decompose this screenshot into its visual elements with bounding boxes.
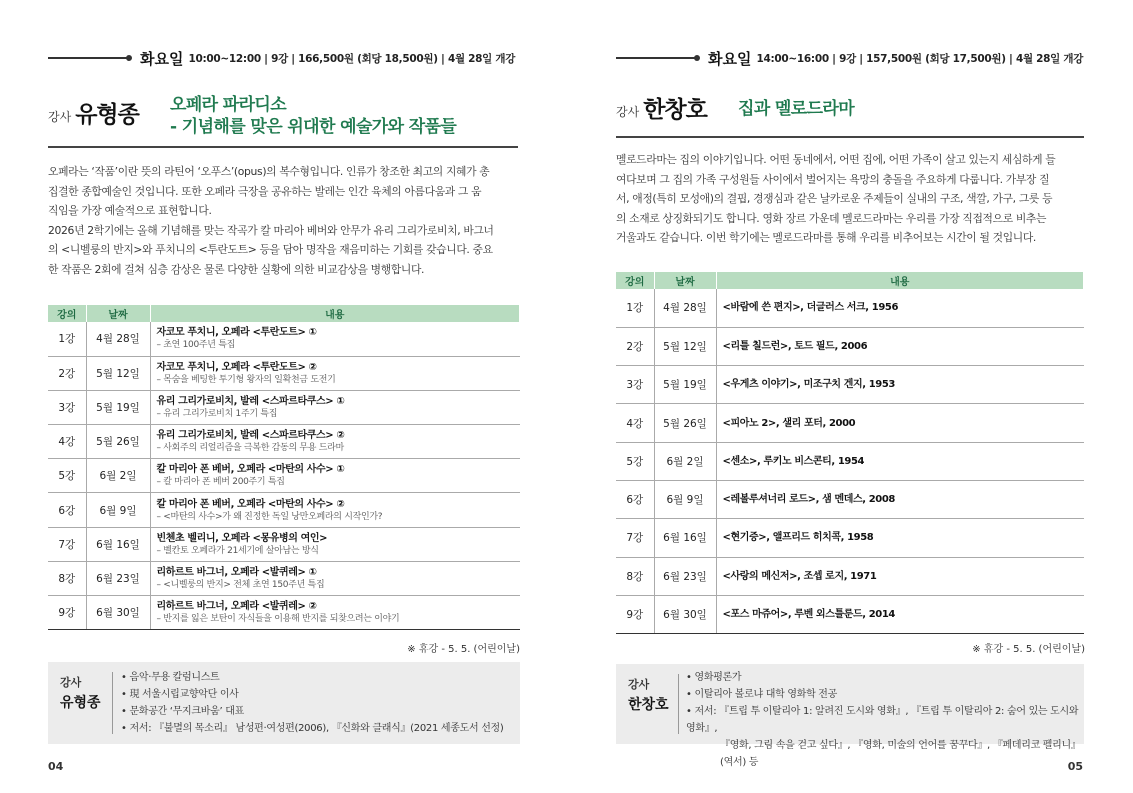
bio-item: • 영화평론가: [686, 672, 742, 683]
title-divider: [48, 146, 518, 148]
lecture-title: <포스 마쥬어>, 루벤 외스틀룬드, 2014: [722, 609, 895, 621]
lecture-title: <사랑의 메신저>, 조셉 로지, 1971: [722, 570, 877, 582]
lecture-date: 4월 28일: [86, 322, 150, 356]
session-header: [48, 46, 515, 70]
col-header-date: 날짜: [654, 272, 716, 289]
instructor-heading: [48, 96, 139, 129]
lecture-date: 5월 12일: [654, 327, 716, 365]
table-row: [48, 425, 520, 459]
lecture-title: <우게츠 이야기>, 미조구치 겐지, 1953: [722, 379, 895, 391]
lecture-date: 6월 2일: [86, 459, 150, 493]
lecture-date: 5월 26일: [86, 425, 150, 459]
lecture-content: [716, 480, 1084, 518]
bio-item: • 이탈리아 볼로냐 대학 영화학 전공: [686, 689, 838, 700]
intro-line: 여다보며 그 집의 가족 구성원들 사이에서 벌어지는 욕망의 충돌을 주요하게 다룹니다. 가부장 질: [616, 172, 1050, 186]
lecture-title: <센소>, 루키노 비스콘티, 1954: [722, 455, 865, 467]
lecture-no: 2강: [616, 327, 654, 365]
lecture-date: 6월 23일: [654, 557, 716, 595]
table-row: [616, 557, 1084, 595]
bio-name: 한창호: [628, 697, 669, 713]
intro-line: 집결한 종합예술인 것입니다. 또한 오페라 극장을 공유하는 발레는 인간 육체의 아름다움과 그 움: [48, 184, 482, 198]
bio-item: • 現 서울시립교향악단 이사: [121, 689, 239, 700]
table-header-row: [48, 305, 520, 322]
col-header-date: 날짜: [86, 305, 150, 322]
intro-line: 멜로드라마는 집의 이야기입니다. 어떤 동네에서, 어떤 집에, 어떤 가족이 살고 있는지 세심하게 들: [616, 153, 1056, 166]
lecture-date: 6월 23일: [86, 561, 150, 595]
table-header-row: [616, 272, 1084, 289]
lecture-date: 5월 19일: [86, 390, 150, 424]
intro-line: 의 소재로 상징화되기도 합니다. 영화 장르 가운데 멜로드라마는 우리를 가장 직접적으로 비추는: [616, 211, 1047, 225]
lecture-no: 7강: [48, 527, 86, 561]
lecture-no: 9강: [48, 596, 86, 630]
lecture-content: [150, 527, 520, 561]
session-day: 화요일: [708, 49, 752, 68]
instructor-name: 한창호: [643, 97, 707, 123]
lecture-title: 유리 그리가로비치, 발레 <스파르타쿠스> ②: [156, 430, 345, 442]
lecture-no: 7강: [616, 519, 654, 557]
lecture-content: [716, 327, 1084, 365]
session-info: 10:00~12:00 | 9강 | 166,500원 (회당 18,500원) | 4월 28일 개강: [188, 52, 516, 65]
table-row: [616, 519, 1084, 557]
session-header: [616, 46, 1083, 70]
lecture-title: 자코모 푸치니, 오페라 <투란도트> ①: [156, 327, 317, 339]
lecture-title: 빈첸초 벨리니, 오페라 <몽유병의 여인>: [156, 532, 328, 544]
lecture-no: 6강: [48, 493, 86, 527]
table-row: [616, 289, 1084, 327]
col-header-content: 내용: [150, 305, 520, 322]
lecture-title: <레볼루셔너리 로드>, 샘 멘데스, 2008: [722, 494, 895, 506]
lecture-no: 8강: [48, 561, 86, 595]
lecture-date: 5월 12일: [86, 356, 150, 390]
lecture-content: [150, 493, 520, 527]
lecture-content: [150, 596, 520, 630]
lecture-no: 1강: [616, 289, 654, 327]
lecture-content: [150, 459, 520, 493]
table-row: [616, 442, 1084, 480]
course-intro: [616, 150, 1086, 248]
instructor-bio: [48, 662, 520, 744]
bio-item: • 저서: 『불멸의 목소리』 남성편·여성편(2006), 『신화와 클래식』(2021 세종도서 선정): [121, 723, 504, 734]
bio-heading: [628, 676, 669, 714]
col-header-content: 내용: [716, 272, 1084, 289]
col-header-lecture: 강의: [616, 272, 654, 289]
instructor-name: 유형종: [75, 102, 139, 128]
header-dot: [126, 55, 132, 61]
lecture-content: [716, 557, 1084, 595]
lecture-date: 6월 30일: [654, 595, 716, 633]
bio-list: [121, 669, 504, 737]
bio-label: 강사: [60, 676, 82, 689]
course-title: [170, 94, 456, 138]
lecture-no: 4강: [48, 425, 86, 459]
page-number: 04: [48, 760, 64, 773]
lecture-date: 5월 26일: [654, 404, 716, 442]
table-row: [48, 322, 520, 356]
lecture-no: 6강: [616, 480, 654, 518]
lecture-no: 5강: [48, 459, 86, 493]
lecture-title: <리틀 칠드런>, 토드 필드, 2006: [722, 340, 868, 352]
header-dot: [694, 55, 700, 61]
table-row: [48, 596, 520, 630]
lecture-date: 6월 9일: [654, 480, 716, 518]
intro-line: 2026년 2학기에는 올해 기념해를 맞는 작곡가 칼 마리아 베버와 안무가 유리 그리가로비치, 바그너: [48, 223, 494, 237]
bio-name: 유형종: [60, 695, 101, 711]
lecture-no: 4강: [616, 404, 654, 442]
lecture-content: [150, 561, 520, 595]
instructor-label: 강사: [48, 110, 72, 124]
lecture-content: [716, 289, 1084, 327]
lecture-content: [150, 425, 520, 459]
lecture-content: [150, 322, 520, 356]
intro-line: 한 작품은 2회에 걸쳐 심층 감상은 물론 다양한 실황에 의한 비교감상을 병행합니다.: [48, 262, 425, 276]
lecture-title: 리하르트 바그너, 오페라 <발퀴레> ②: [156, 601, 317, 613]
header-rule: [48, 57, 128, 59]
course-title-line1: 집과 멜로드라마: [738, 99, 855, 119]
session-day: 화요일: [140, 49, 184, 68]
session-info: 14:00~16:00 | 9강 | 157,500원 (회당 17,500원) | 4월 28일 개강: [756, 52, 1084, 65]
table-row: [48, 356, 520, 390]
bio-label: 강사: [628, 678, 650, 691]
course-title-line2: - 기념해를 맞은 위대한 예술가와 작품들: [170, 117, 457, 137]
schedule-table: [616, 272, 1084, 634]
lecture-subtitle: – 벨칸토 오페라가 21세기에 살아남는 방식: [156, 545, 319, 556]
bio-divider: [678, 674, 679, 734]
intro-line: 오페라는 ‘작품’이란 뜻의 라틴어 ‘오푸스’(opus)의 복수형입니다. 인류가 창조한 최고의 지혜가 총: [48, 165, 490, 178]
lecture-subtitle: – 사회주의 리얼리즘을 극복한 감동의 무용 드라마: [156, 443, 344, 454]
lecture-no: 2강: [48, 356, 86, 390]
lecture-date: 6월 16일: [654, 519, 716, 557]
bio-item: • 저서: 『트립 투 이탈리아 1: 알려진 도시와 영화』, 『트립 투 이탈리아 2: 숨어 있는 도시와 영화』,: [686, 706, 1079, 734]
bio-item: 『영화, 그림 속을 걷고 싶다』, 『영화, 미술의 언어를 꿈꾸다』, 『페데리코 펠리니』(역서) 등: [720, 740, 1076, 768]
intro-line: 거울과도 같습니다. 이번 학기에는 멜로드라마를 통해 우리를 비추어보는 시간이 될 것입니다.: [616, 231, 1037, 245]
lecture-subtitle: – 유리 그리가로비치 1주기 특집: [156, 408, 278, 419]
table-row: [616, 595, 1084, 633]
bio-item: • 문화공간 ‘무지크바움’ 대표: [121, 706, 244, 717]
lecture-content: [150, 356, 520, 390]
page-number: 05: [1067, 760, 1083, 773]
table-row: [48, 390, 520, 424]
lecture-content: [716, 519, 1084, 557]
table-row: [616, 327, 1084, 365]
lecture-title: <현기증>, 앨프리드 히치콕, 1958: [722, 532, 874, 544]
lecture-no: 8강: [616, 557, 654, 595]
lecture-title: 유리 그리가로비치, 발레 <스파르타쿠스> ①: [156, 395, 345, 407]
lecture-content: [716, 366, 1084, 404]
course-intro: [48, 162, 520, 280]
lecture-subtitle: – 초연 100주년 특집: [156, 340, 236, 351]
lecture-title: 칼 마리아 폰 베버, 오페라 <마탄의 사수> ②: [156, 498, 345, 510]
table-row: [616, 366, 1084, 404]
lecture-title: <바람에 쓴 편지>, 더글러스 서크, 1956: [722, 302, 899, 314]
lecture-content: [150, 390, 520, 424]
bio-list: [686, 669, 1080, 771]
lecture-no: 1강: [48, 322, 86, 356]
lecture-title: 칼 마리아 폰 베버, 오페라 <마탄의 사수> ①: [156, 464, 345, 476]
instructor-heading: [616, 91, 707, 124]
header-rule: [616, 57, 696, 59]
lecture-no: 5강: [616, 442, 654, 480]
col-header-lecture: 강의: [48, 305, 86, 322]
title-divider: [616, 136, 1084, 138]
table-row: [616, 404, 1084, 442]
course-title: [738, 98, 854, 120]
lecture-subtitle: – 칼 마리아 폰 베버 200주기 특집: [156, 477, 285, 488]
lecture-no: 3강: [48, 390, 86, 424]
lecture-subtitle: – 반지를 잃은 보탄이 자식들을 이용해 반지를 되찾으려는 이야기: [156, 614, 400, 625]
lecture-subtitle: – <마탄의 사수>가 왜 진정한 독일 낭만오페라의 시작인가?: [156, 511, 383, 522]
right-page: [566, 0, 1133, 793]
lecture-subtitle: – <니벨룽의 반지> 전체 초연 150주년 특집: [156, 579, 325, 590]
lecture-date: 4월 28일: [654, 289, 716, 327]
lecture-content: [716, 442, 1084, 480]
bio-heading: [60, 674, 101, 712]
intro-line: 서, 애정(특히 모성애)의 결핍, 경쟁심과 같은 날카로운 주제들이 실내의 구조, 색깔, 가구, 그릇 등: [616, 192, 1053, 206]
lecture-no: 9강: [616, 595, 654, 633]
holiday-note: ※ 휴강 - 5. 5. (어린이날): [972, 644, 1085, 655]
lecture-subtitle: – 목숨을 베팅한 투기형 왕자의 일확천금 도전기: [156, 374, 336, 385]
bio-item: • 음악·무용 칼럼니스트: [121, 672, 220, 683]
lecture-date: 6월 16일: [86, 527, 150, 561]
lecture-title: <피아노 2>, 샐리 포터, 2000: [722, 417, 856, 429]
lecture-date: 5월 19일: [654, 366, 716, 404]
table-row: [616, 480, 1084, 518]
table-row: [48, 493, 520, 527]
table-row: [48, 561, 520, 595]
lecture-no: 3강: [616, 366, 654, 404]
instructor-label: 강사: [616, 105, 640, 119]
table-row: [48, 527, 520, 561]
lecture-title: 자코모 푸치니, 오페라 <투란도트> ②: [156, 361, 317, 373]
holiday-note: ※ 휴강 - 5. 5. (어린이날): [407, 644, 520, 655]
lecture-content: [716, 595, 1084, 633]
intro-line: 직임을 가장 예술적으로 표현합니다.: [48, 204, 212, 218]
lecture-title: 리하르트 바그너, 오페라 <발퀴레> ①: [156, 566, 317, 578]
lecture-date: 6월 30일: [86, 596, 150, 630]
bio-divider: [112, 672, 113, 734]
lecture-content: [716, 404, 1084, 442]
left-page: [0, 0, 566, 793]
lecture-date: 6월 2일: [654, 442, 716, 480]
intro-line: 의 <니벨룽의 반지>와 푸치니의 <투란도트> 등을 담아 명작을 재음미하는 기회를 갖습니다. 중요: [48, 243, 493, 257]
schedule-table: [48, 305, 520, 630]
lecture-date: 6월 9일: [86, 493, 150, 527]
table-row: [48, 459, 520, 493]
course-title-line1: 오페라 파라디소: [170, 95, 287, 115]
